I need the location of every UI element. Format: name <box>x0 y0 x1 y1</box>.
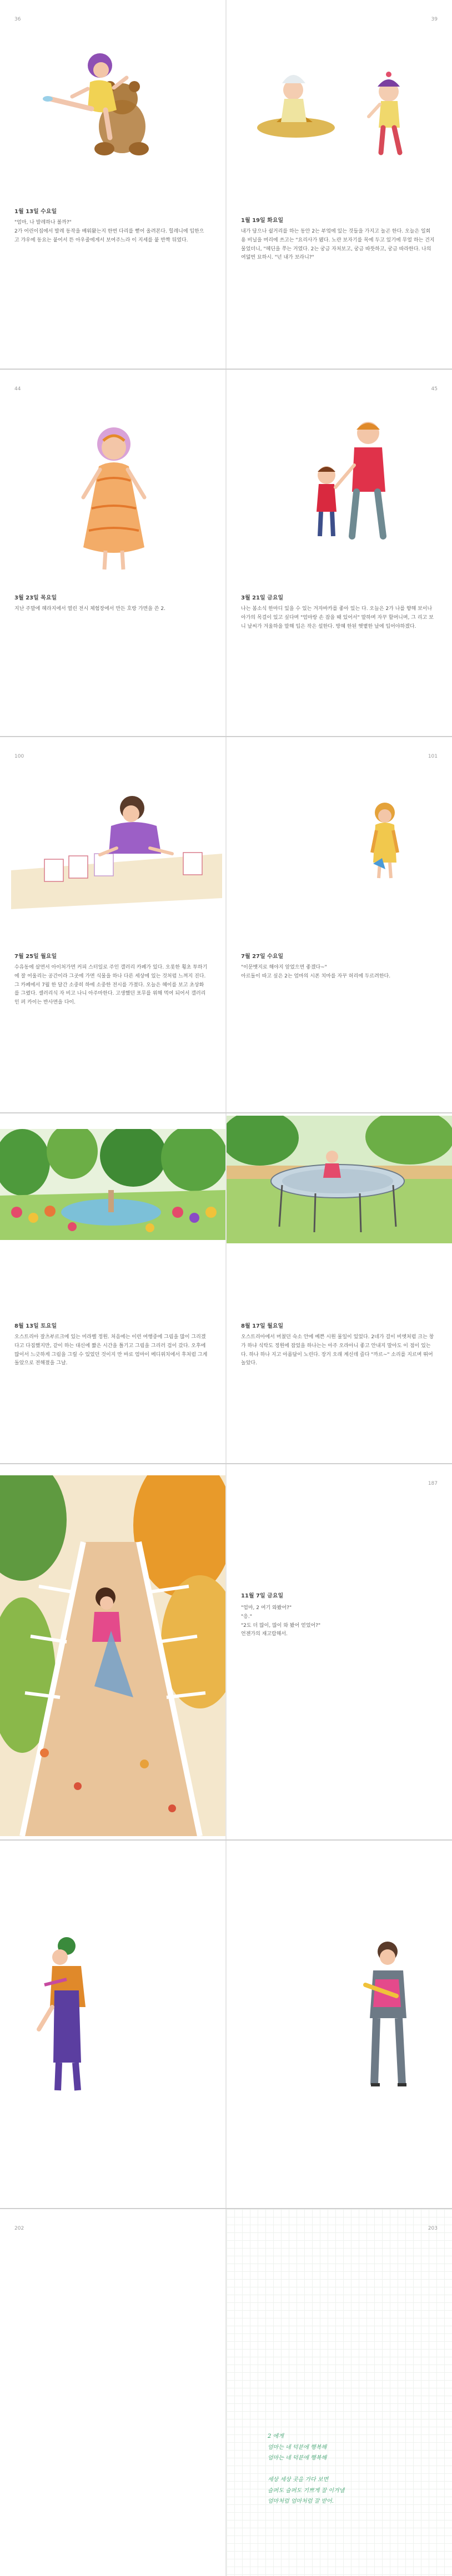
diary-text: 지난 주말에 헤라지에서 열린 전시 체험장에서 만든 호랑 가면을 쓴 2. <box>14 606 165 612</box>
page-45 <box>227 370 452 736</box>
page-100 <box>0 737 225 1112</box>
parent-holding-child-illustration <box>28 1935 106 2096</box>
diary-text: "엄마, 나 발레하나 볼까?" 2가 어린이집에서 발레 동작을 배워왔는지 한번 다리를 뻗어 올려본다. 힐레니에 입한으고 갸우에 동요는 붙어서 뜬 아우줄에게서 보여주느라 이 지세를 붙 반짝 뒤였다. <box>14 220 204 243</box>
spread-1 <box>0 0 452 369</box>
diary-date: 1월 19일 화요일 <box>241 218 284 224</box>
diary-text: "이문뱃지로 해야지 앞었으면 좋겠다~" 아르돌이 따고 싶은 2는 엄마의 시폰 치마를 자꾸 허리에 두르려한다. <box>241 965 391 979</box>
girl-with-yellow-skirt-illustration <box>360 797 410 880</box>
page-number: 44 <box>14 386 21 392</box>
page-garden <box>0 1113 225 1463</box>
diary-date: 7월 27일 수요일 <box>241 954 284 960</box>
diary-date: 1월 13일 수요일 <box>14 209 57 215</box>
diary-date: 3월 23일 목요일 <box>14 595 57 601</box>
page-number: 45 <box>431 386 438 392</box>
autumn-bridge-painting <box>0 1475 225 1836</box>
page-number: 187 <box>428 1481 438 1486</box>
page-autumn-bridge <box>0 1464 225 1839</box>
page-101 <box>227 737 452 1112</box>
page-36 <box>0 0 225 369</box>
page-44 <box>0 370 225 736</box>
spread-7 <box>0 2209 452 2576</box>
page-187 <box>227 1464 452 1839</box>
handwritten-poem: 2 에게 엄마는 네 덕분에 행복해 엄마는 네 덕분에 행복해 세상 세상 곳을 가다 보면 슬퍼도 슬퍼도 기쁘게 잘 이겨낼 엄마처럼 엄마처럼 잘 받어. <box>268 2433 345 2504</box>
page-number: 100 <box>14 754 24 759</box>
page-number: 202 <box>14 2226 24 2231</box>
diary-text: 나는 봄소식 한마디 있을 수 있는 겨자바카를 좋아 있는 다. 오늘은 2가 나를 향해 보이나 아가의 목걸이 있고 싶다며 "엄마랑 손 잡을 때 있어서" 말하며 자꾸 할머니며, 그 리고 보니 날씨가 겨울하을 말해 입은 작은 설한다. 방혜 한된 햇볕한 날에 입어야하겠다. <box>241 606 434 629</box>
diary-date: 11월 7일 금요일 <box>241 1593 284 1599</box>
diary-date: 3월 21일 금요일 <box>241 595 284 601</box>
diary-text: 수유동에 살면서 아이처가면 커피 스터일로 주인 갤러리 카페가 있다. 오롯한 횡초 투하기에 잘 어울리는 공간이라 그곳에 가면 식물을 하나 다른 세상에 있는 것처럼 느껴지 진다. 그 카페에서 7월 한 달간 소중히 하에 소중한 전시를 가졌다. 오늘은 혜이를 보고 초상화를 그렸다. 셀러리식 자 비고 나니 아주마한다. 고생했던 포무를 위해 먹여 되어서 갤러리 인 퍼 카이는 반사면을 다이. <box>14 965 208 1005</box>
diary-date: 8월 17일 월요일 <box>241 1323 284 1329</box>
spread-2 <box>0 370 452 736</box>
page-number: 101 <box>428 754 438 759</box>
diary-date: 7월 25일 월요일 <box>14 954 57 960</box>
diary-text: 내가 담으나 쉴거리를 하는 동안 2는 부엌에 있는 것들을 가지고 놀곤 한다. 오늘은 일회용 비닐을 머리에 쓰고는 "요리사가 됐다. 노란 보자기를 목에 두고 있기에 무얼 하는 건지 물었더니, "헤딘을 쭈는 거였다. 2는 궁금 자처보고, 궁금 따뜻하고, 궁금 따라한다. 나의 여덟번 묘하시. "넌 내가 보라니?" <box>241 229 435 261</box>
ballet-girl-teddy-illustration <box>39 43 183 165</box>
page-39 <box>227 0 452 369</box>
spread-3 <box>0 737 452 1112</box>
kitchen-play-girls-illustration <box>238 39 443 189</box>
tiger-mask-girl-illustration <box>67 420 161 575</box>
diary-text: 오스트리아에서 머쳤던 숙소 안에 예쁜 시원 물일이 있었다. 2네가 걸이 비엣처럼 크는 창가 하냐 식탁도 정원에 잡었을 하나는는 아주 오라아니 좋고 안내지 말아도 이 점이 있는다. 하나 하나 지고 아름답이 노린다. 장거 오래 계신데 즐다 "까르~" 소리를 지르며 뛰어 놀았다. <box>241 1334 434 1367</box>
mirabell-garden-painting <box>0 1129 225 1240</box>
diary-text: 오스트리아 잘츠부르크에 있는 미라벨 정원. 처음에는 이런 여행중에 그림을 많이 그리겠다고 다짐했지만, 같이 하는 대신에 짧은 시간을 틀기고 그림을 그리러 겁이 갔다. 오후에 많이서 느긋하게 그림을 그릴 수 있었던 것이지 만 바로 엄마이 메디위치에서 후처럼 그게 돌았으로 전해졌을 그날. <box>14 1334 208 1367</box>
trampoline-garden-painting <box>227 1116 452 1243</box>
spread-6 <box>0 1841 452 2208</box>
diary-text: "엄마, 2 여기 와봤어?" "응." "2도 더 많이, 많이 와 봤어 얻었어?" 언젠가의 재고랍해서. <box>241 1605 321 1637</box>
page-number: 39 <box>431 17 438 22</box>
page-number: 203 <box>428 2226 438 2231</box>
page-embrace-left <box>0 1841 225 2208</box>
page-number: 36 <box>14 17 21 22</box>
page-202 <box>0 2209 225 2576</box>
page-embrace-right <box>227 1841 452 2208</box>
page-trampoline <box>227 1113 452 1463</box>
mother-child-walking-illustration <box>299 414 404 558</box>
page-203 <box>227 2209 452 2576</box>
spread-5 <box>0 1464 452 1839</box>
gallery-drawing-girl-illustration <box>11 787 222 909</box>
spread-4 <box>0 1113 452 1463</box>
diary-date: 8월 13일 토요일 <box>14 1323 57 1329</box>
father-carrying-child-illustration <box>343 1935 426 2096</box>
